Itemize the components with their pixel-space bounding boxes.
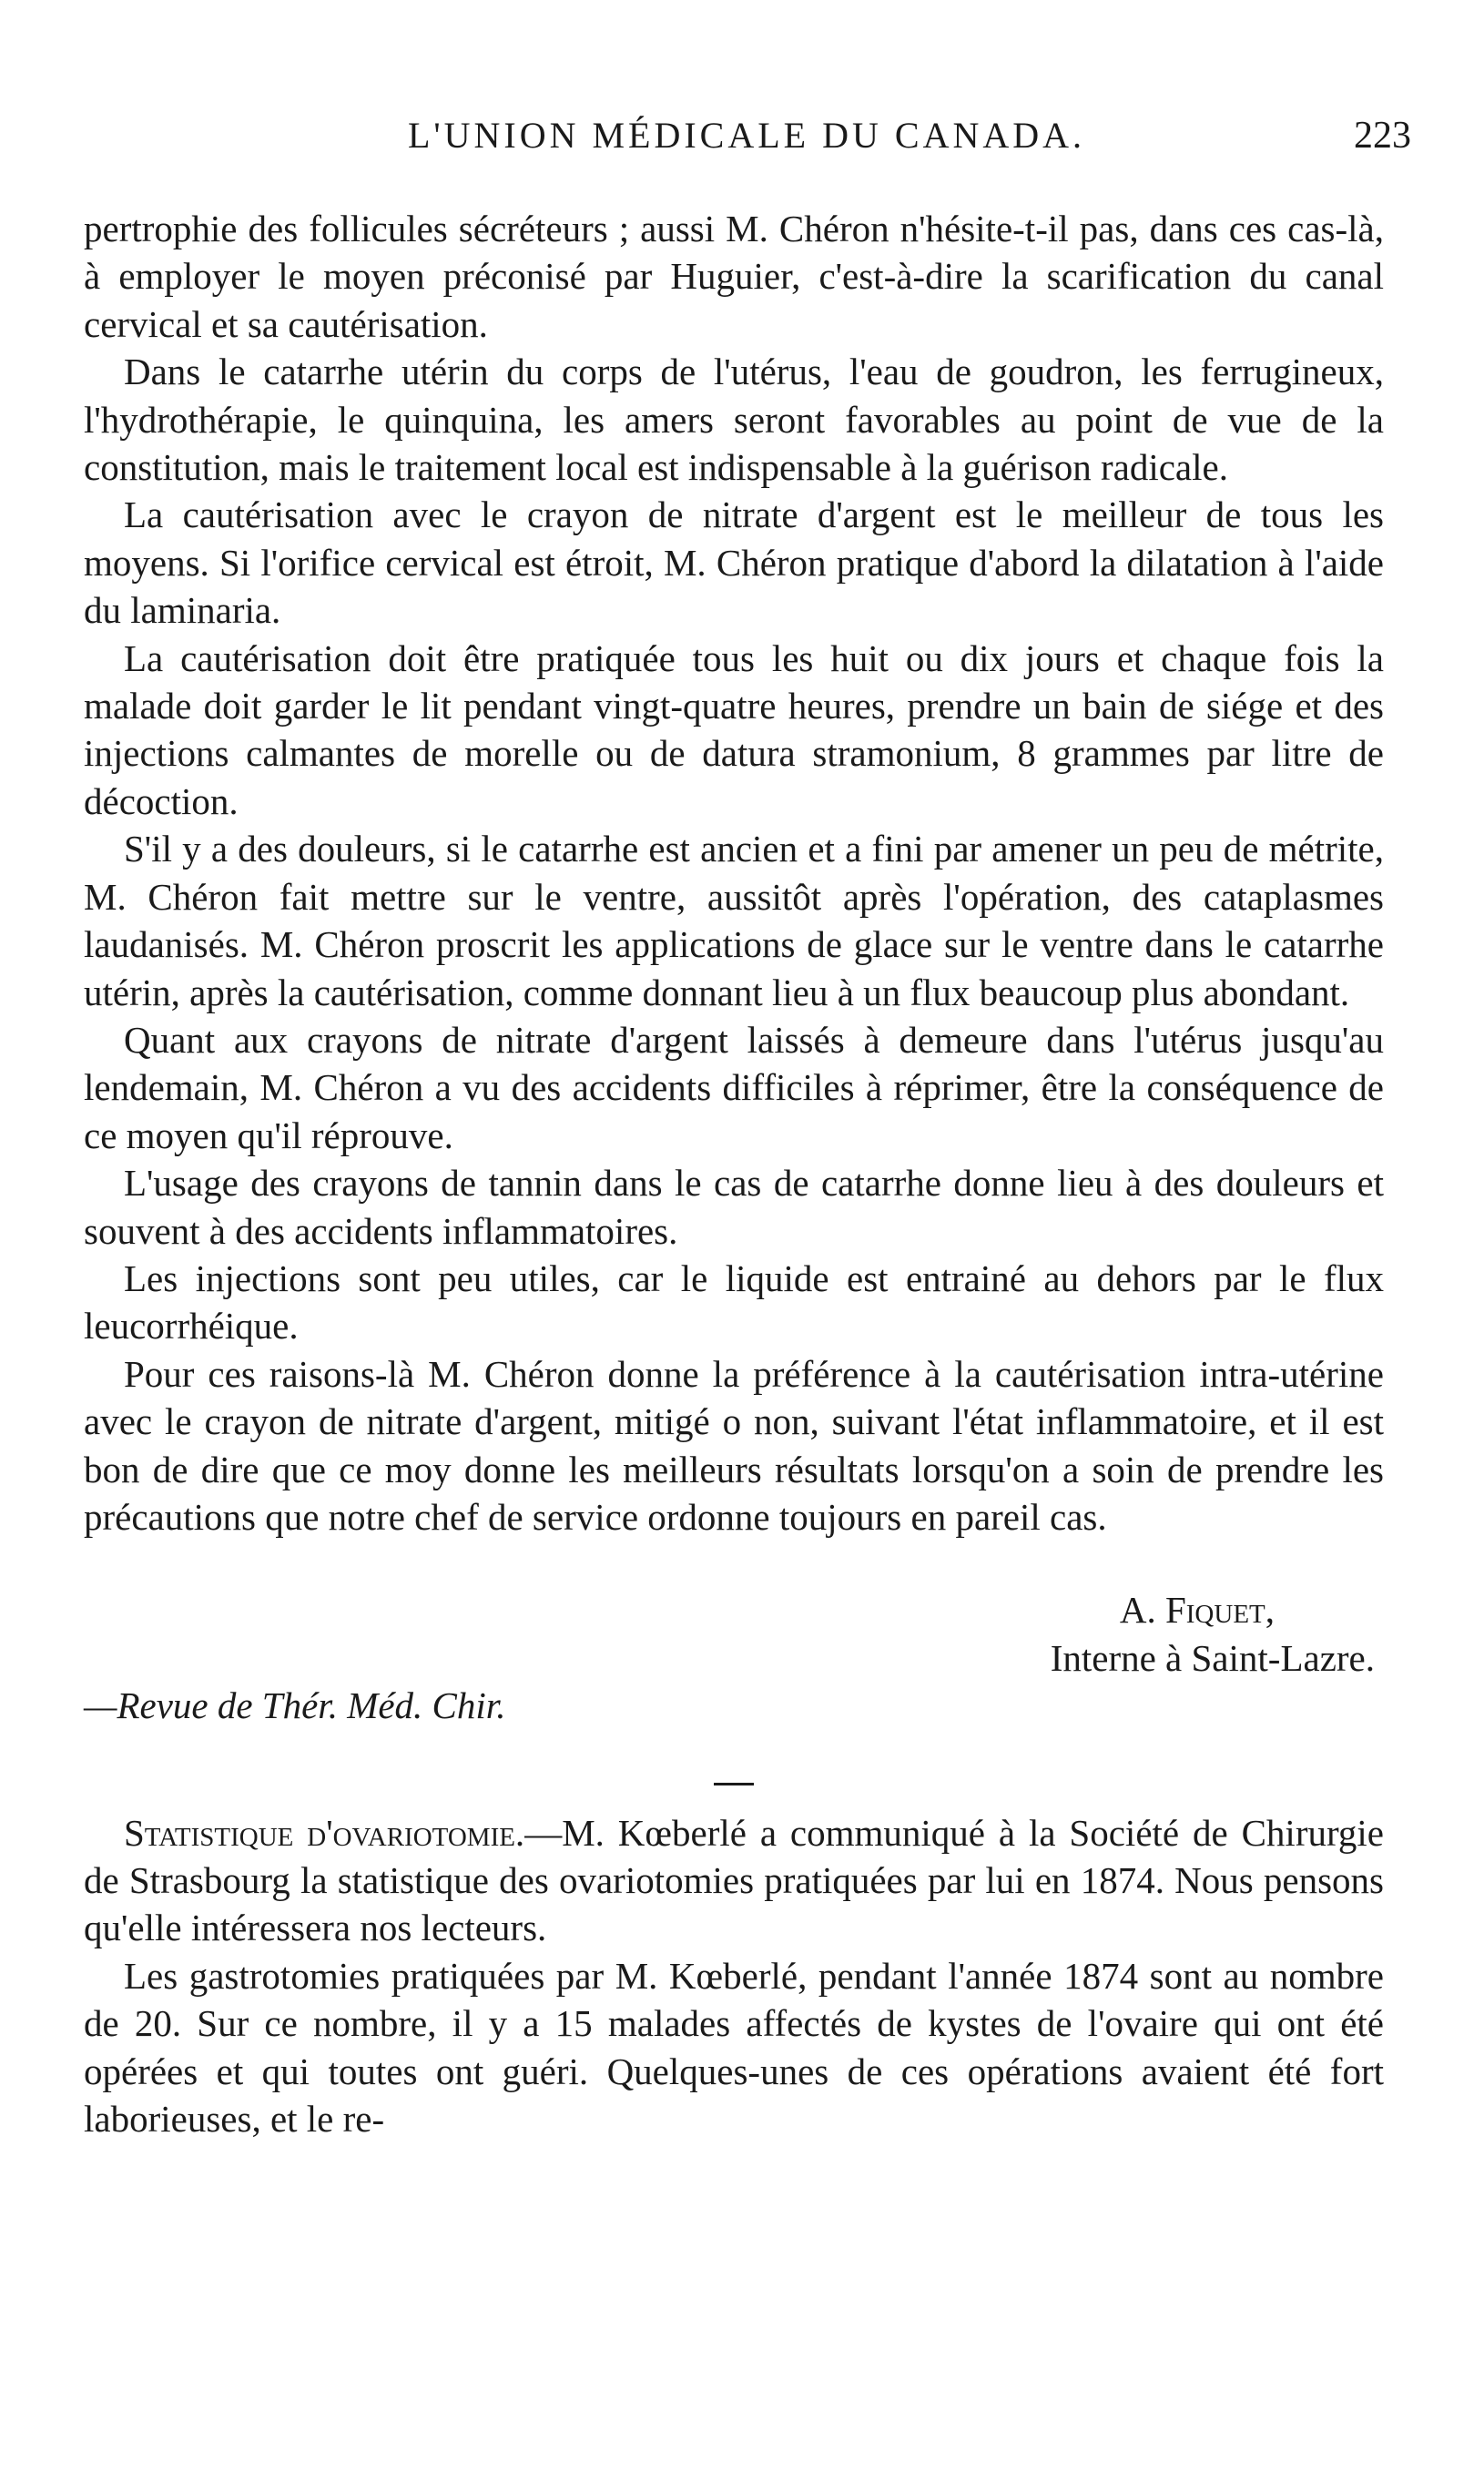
section-paragraph [84,1809,1384,1952]
paragraph: Les injections sont peu utiles, car le liquide est entrainé au dehors par le flux leucorrhéique. [84,1256,1384,1348]
paragraph: La cautérisation doit être pratiquée tous les huit ou dix jours et chaque fois la malade doit garder le lit pendant vingt-quatre heures, prendre un bain de siége et des injections calmantes de morelle ou de datura stramonium, 8 grammes par litre de décoction. [84,636,1384,822]
author-name: A. Fiquet, [1119,1589,1275,1632]
section-title: Statistique d'ovariotomie. [124,1811,525,1854]
paragraph: La cautérisation avec le crayon de nitrate d'argent est le meilleur de tous les moyens. Si l'orifice cervical est étroit, M. Chéron pratique d'abord la dilatation à l'aide du laminaria. [84,493,1384,632]
running-header [82,114,1411,168]
article-body [84,205,1384,2142]
signature-block [84,1586,1384,1682]
author-title: Interne à Saint-Lazre. [1050,1636,1375,1679]
paragraph: Les gastrotomies pratiquées par M. Kœberlé, pendant l'année 1874 sont au nombre de 20. Sur ce nombre, il y a 15 malades affectés de kystes de l'ovaire qui ont été opérées et qui toutes ont guéri. Quelques-unes de ces opérations avaient été fort laborieuses, et le re- [84,1954,1384,2141]
source-citation: —Revue de Thér. Méd. Chir. [84,1684,506,1727]
paragraph: S'il y a des douleurs, si le catarrhe est ancien et a fini par amener un peu de métrite, M. Chéron fait mettre sur le ventre, aussitôt après l'opération, des cataplasmes laudanisés. M. Chéron proscrit les applications de glace sur le ventre dans le catarrhe utérin, après la cautérisation, comme donnant lieu à un flux beaucoup plus abondant. [84,828,1384,1013]
paragraph: Dans le catarrhe utérin du corps de l'utérus, l'eau de goudron, les ferrugineux, l'hydrothérapie, le quinquina, les amers seront favorables au point de vue de la constitution, mais le traitement local est indispensable à la guérison radicale. [84,351,1384,489]
paragraph: Pour ces raisons-là M. Chéron donne la préférence à la cautérisation intra-utérine avec le crayon de nitrate d'argent, mitigé o non, suivant l'état inflammatoire, et il est bon de dire que ce moy donne les meilleurs résultats lorsqu'on a soin de prendre les précautions que notre chef de service ordonne toujours en pareil cas. [84,1352,1384,1538]
section-divider [714,1783,754,1785]
paragraph: pertrophie des follicules sécréteurs ; aussi M. Chéron n'hésite-t-il pas, dans ces cas-là, à employer le moyen préconisé par Huguier, c'est-à-dire la scarification du canal cervical et sa cautérisation. [84,208,1384,345]
paragraph: L'usage des crayons de tannin dans le cas de catarrhe donne lieu à des douleurs et souvent à des accidents inflammatoires. [84,1162,1384,1252]
page-number: 223 [1354,115,1411,157]
running-title: L'UNION MÉDICALE DU CANADA. [407,115,1086,156]
section-paragraph-text: —M. Kœberlé a communiqué à la Société de Chirurgie de Strasbourg la statistique des ovariotomies pratiquées par lui en 1874. Nous pensons qu'elle intéressera nos lecteurs. [84,1811,1384,1949]
paragraph: Quant aux crayons de nitrate d'argent laissés à demeure dans l'utérus jusqu'au lendemain, M. Chéron a vu des accidents difficiles à réprimer, être la conséquence de ce moyen qu'il réprouve. [84,1018,1384,1156]
